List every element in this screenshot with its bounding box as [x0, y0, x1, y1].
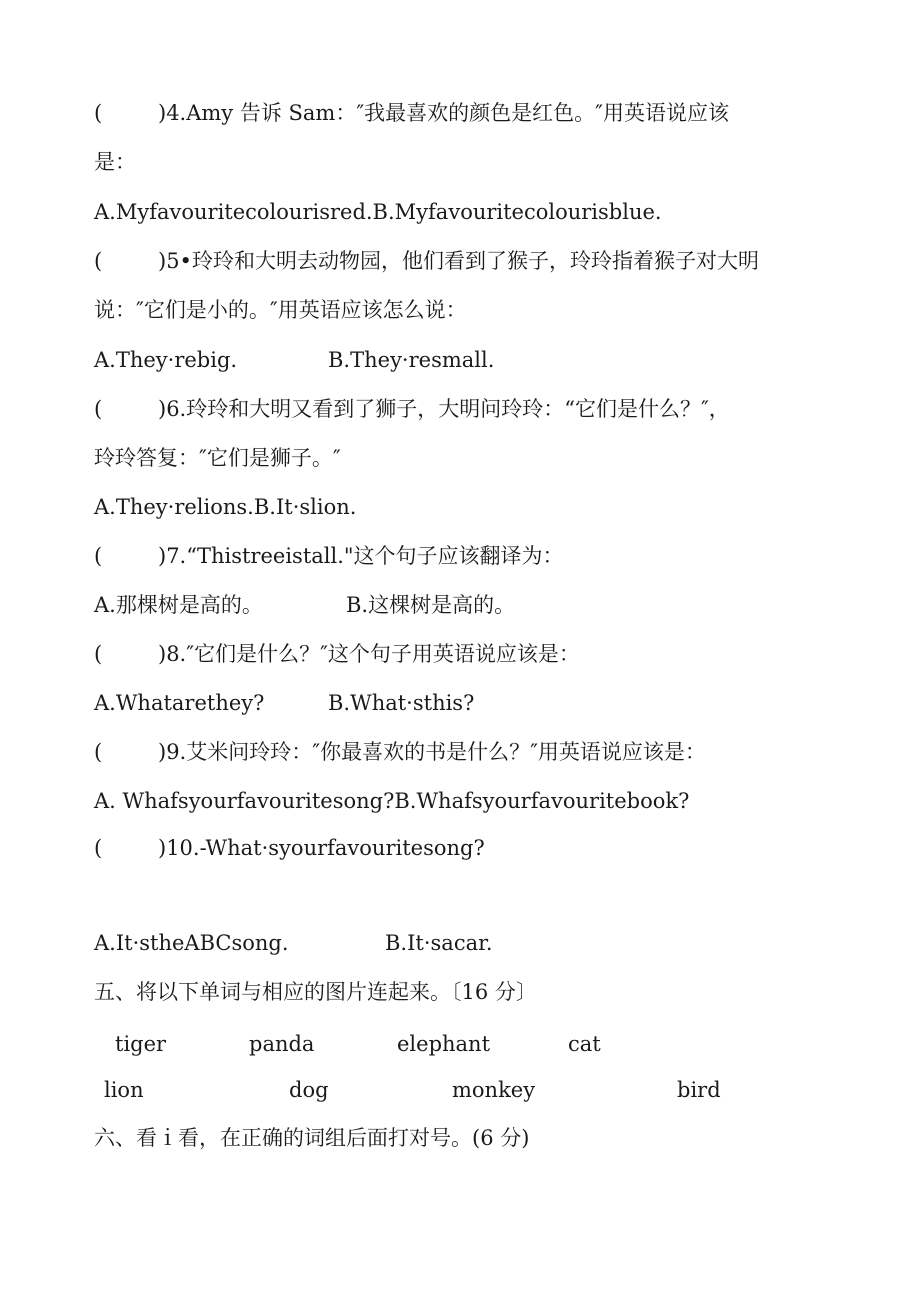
answer-blank[interactable]: ( — [94, 249, 103, 273]
answer-blank[interactable]: ( — [94, 101, 103, 125]
question-9-line1 — [94, 738, 706, 766]
question-4-options: A.Myfavouritecolourisred.B.Myfavouritecolourisblue. — [94, 200, 662, 224]
question-5-line2: 说：″它们是小的。″用英语应该怎么说： — [94, 298, 467, 322]
word-panda: panda — [249, 1032, 315, 1056]
section-5-title: 五、将以下单词与相应的图片连起来。〔16 分〕 — [94, 980, 537, 1004]
answer-blank[interactable]: ( — [94, 836, 103, 860]
answer-blank[interactable]: ( — [94, 740, 103, 764]
question-10-option-b: B.It·sacar. — [385, 931, 493, 955]
question-8-option-b: B.What·sthis? — [328, 691, 475, 715]
question-7-line1 — [94, 542, 564, 570]
word-elephant: elephant — [397, 1032, 491, 1056]
question-10-option-a: A.It·stheABCsong. — [94, 931, 289, 955]
word-bird: bird — [677, 1078, 721, 1102]
question-5-option-b: B.They·resmall. — [328, 348, 495, 372]
question-5-stem: )5•玲玲和大明去动物园，他们看到了猴子，玲玲指着猴子对大明 — [158, 249, 759, 273]
answer-blank[interactable]: ( — [94, 544, 103, 568]
question-7-option-a: A.那棵树是高的。 — [94, 593, 263, 617]
question-6-options: A.They·relions.B.It·slion. — [94, 495, 357, 519]
question-4-line2: 是： — [94, 150, 136, 174]
word-lion: lion — [104, 1078, 144, 1102]
question-8-option-a: A.Whatarethey? — [94, 691, 265, 715]
answer-blank[interactable]: ( — [94, 642, 103, 666]
question-4-line1 — [94, 99, 729, 127]
question-7-option-b: B.这棵树是高的。 — [346, 593, 516, 617]
answer-blank[interactable]: ( — [94, 397, 103, 421]
question-4-stem: )4.Amy 告诉 Sam：″我最喜欢的颜色是红色。″用英语说应该 — [158, 101, 730, 125]
word-cat: cat — [568, 1032, 601, 1056]
question-10-line1 — [94, 834, 485, 862]
word-tiger: tiger — [115, 1032, 167, 1056]
question-8-stem: )8.″它们是什么？″这个句子用英语说应该是： — [158, 642, 580, 666]
question-6-line2: 玲玲答复：″它们是狮子。″ — [94, 446, 341, 470]
question-10-stem: )10.-What·syourfavouritesong? — [158, 836, 485, 860]
question-7-stem: )7.“Thistreeistall."这个句子应该翻译为： — [158, 544, 564, 568]
word-dog: dog — [289, 1078, 329, 1102]
question-5-option-a: A.They·rebig. — [94, 348, 238, 372]
question-8-line1 — [94, 640, 580, 668]
question-5-line1 — [94, 247, 759, 275]
word-monkey: monkey — [452, 1078, 536, 1102]
question-6-stem: )6.玲玲和大明又看到了狮子，大明问玲玲：“它们是什么？″， — [158, 397, 730, 421]
section-6-title: 六、看ｉ看，在正确的词组后面打对号。(6 分) — [94, 1126, 530, 1150]
question-9-stem: )9.艾米问玲玲：″你最喜欢的书是什么？″用英语说应该是： — [158, 740, 706, 764]
question-6-line1 — [94, 395, 730, 423]
question-9-options: A. Whafsyourfavouritesong?B.Whafsyourfavouritebook? — [94, 789, 690, 813]
